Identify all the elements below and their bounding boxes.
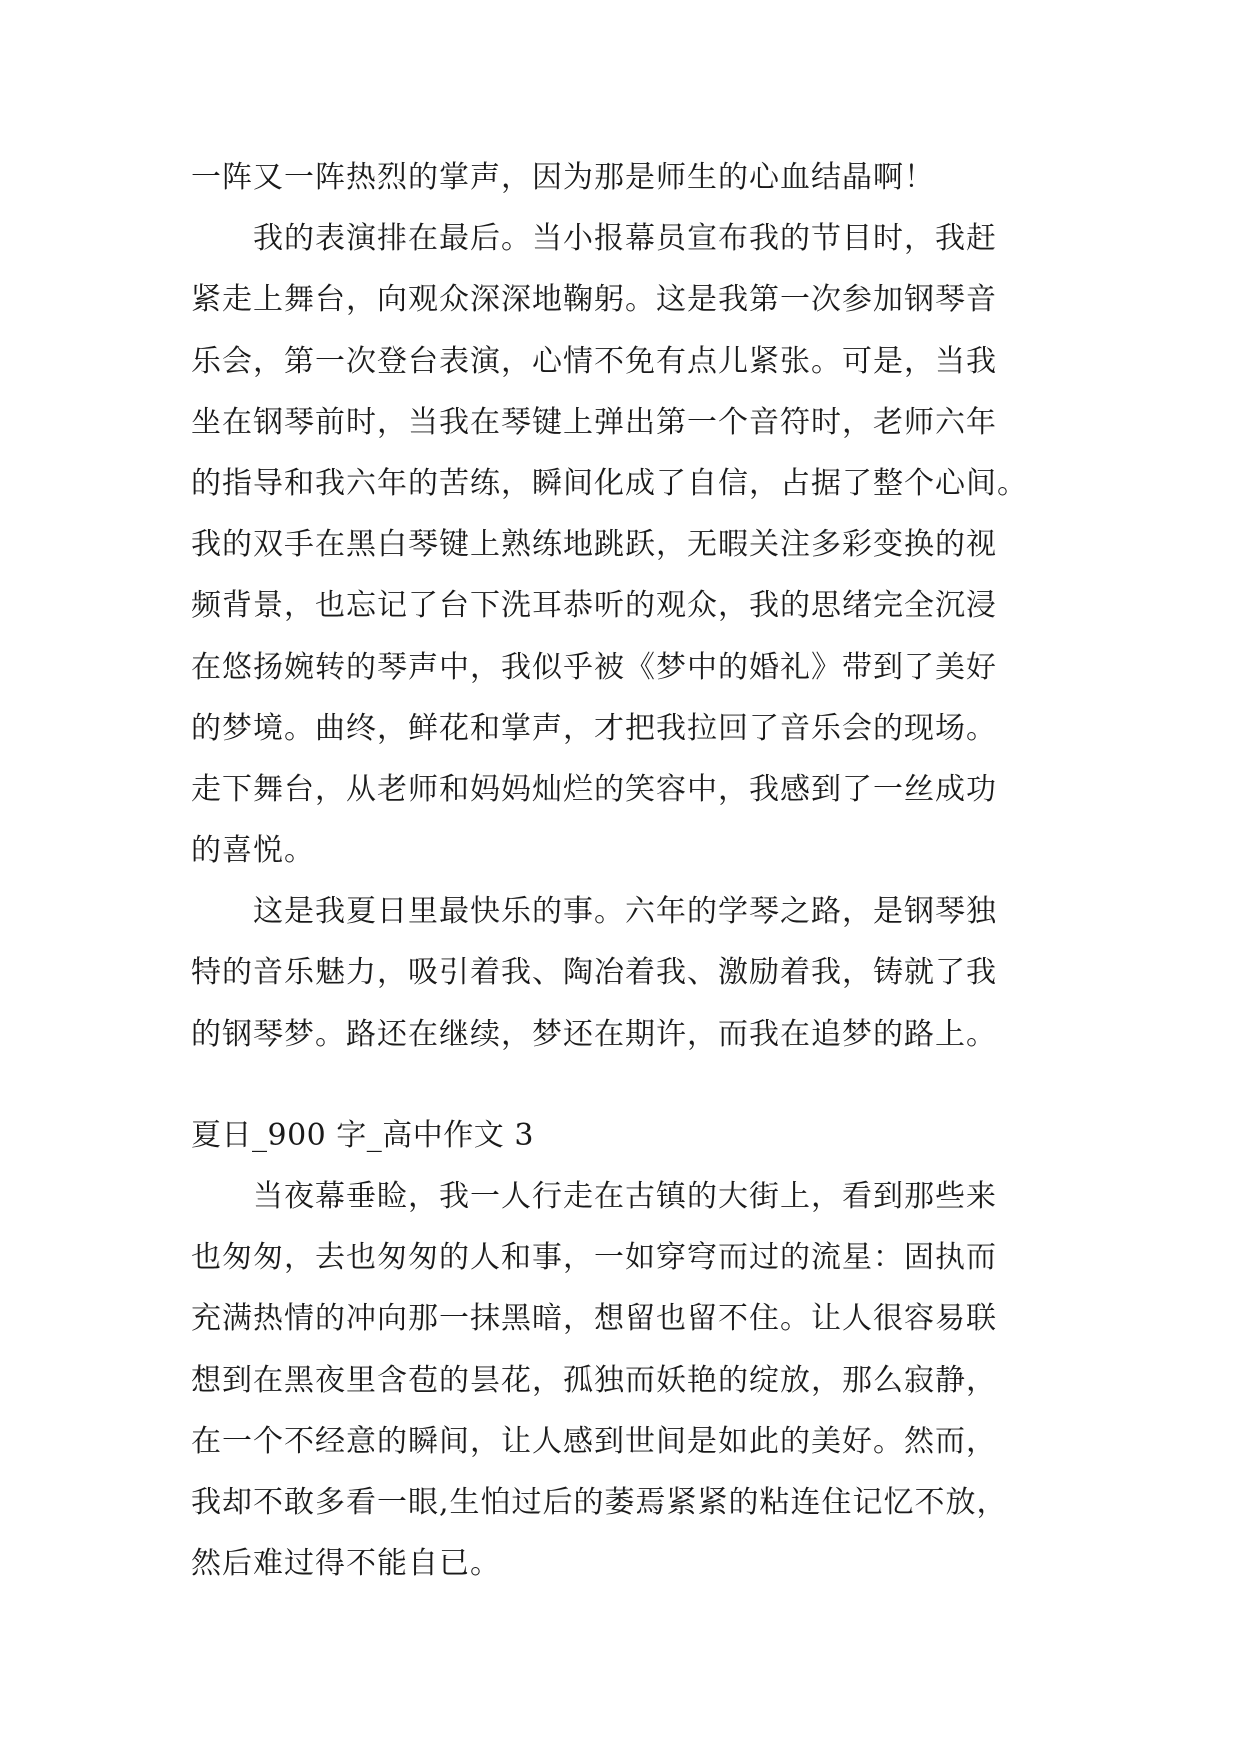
text-line: 的钢琴梦。路还在继续，梦还在期许，而我在追梦的路上。 (191, 1016, 997, 1052)
text-line: 想到在黑夜里含苞的昙花，孤独而妖艳的绽放，那么寂静， (191, 1362, 997, 1398)
text-line: 我的表演排在最后。当小报幕员宣布我的节目时，我赶 (253, 221, 997, 257)
text-line: 我却不敢多看一眼,生怕过后的萎焉紧紧的粘连住记忆不放， (191, 1484, 1008, 1520)
text-line: 走下舞台，从老师和妈妈灿烂的笑容中，我感到了一丝成功 (191, 771, 997, 807)
section-spacer (191, 1076, 1071, 1116)
text-line: 我的双手在黑白琴键上熟练地跳跃，无暇关注多彩变换的视 (191, 527, 997, 563)
text-line: 乐会，第一次登台表演，心情不免有点儿紧张。可是，当我 (191, 343, 997, 379)
paragraph (191, 1177, 1071, 1584)
text-line: 这是我夏日里最快乐的事。六年的学琴之路，是钢琴独 (253, 894, 997, 930)
text-line: 的指导和我六年的苦练，瞬间化成了自信，占据了整个心间。 (191, 465, 1028, 501)
text-line: 一阵又一阵热烈的掌声，因为那是师生的心血结晶啊！ (191, 160, 935, 195)
text-line: 频背景，也忘记了台下洗耳恭听的观众，我的思绪完全沉浸 (191, 588, 997, 624)
text-line: 的梦境。曲终，鲜花和掌声，才把我拉回了音乐会的现场。 (191, 710, 997, 746)
text-line: 也匆匆，去也匆匆的人和事，一如穿穹而过的流星：固执而 (191, 1240, 997, 1276)
text-line: 在悠扬婉转的琴声中，我似乎被《梦中的婚礼》带到了美好 (191, 649, 997, 685)
text-line: 充满热情的冲向那一抹黑暗，想留也留不住。让人很容易联 (191, 1301, 997, 1337)
text-line: 特的音乐魅力，吸引着我、陶冶着我、激励着我，铸就了我 (191, 955, 997, 991)
text-line: 的喜悦。 (191, 833, 315, 869)
paragraph (191, 219, 1071, 871)
paragraph (191, 892, 1071, 1054)
text-line: 然后难过得不能自已。 (191, 1546, 501, 1582)
text-line: 紧走上舞台，向观众深深地鞠躬。这是我第一次参加钢琴音 (191, 282, 997, 318)
document-body (191, 158, 1071, 1605)
text-line: 在一个不经意的瞬间，让人感到世间是如此的美好。然而， (191, 1423, 997, 1459)
paragraph (191, 158, 1071, 198)
section-heading: 夏日_900 字_高中作文 3 (191, 1117, 534, 1153)
text-line: 坐在钢琴前时，当我在琴键上弹出第一个音符时，老师六年 (191, 404, 997, 440)
text-line: 当夜幕垂睑，我一人行走在古镇的大街上，看到那些来 (253, 1179, 997, 1214)
